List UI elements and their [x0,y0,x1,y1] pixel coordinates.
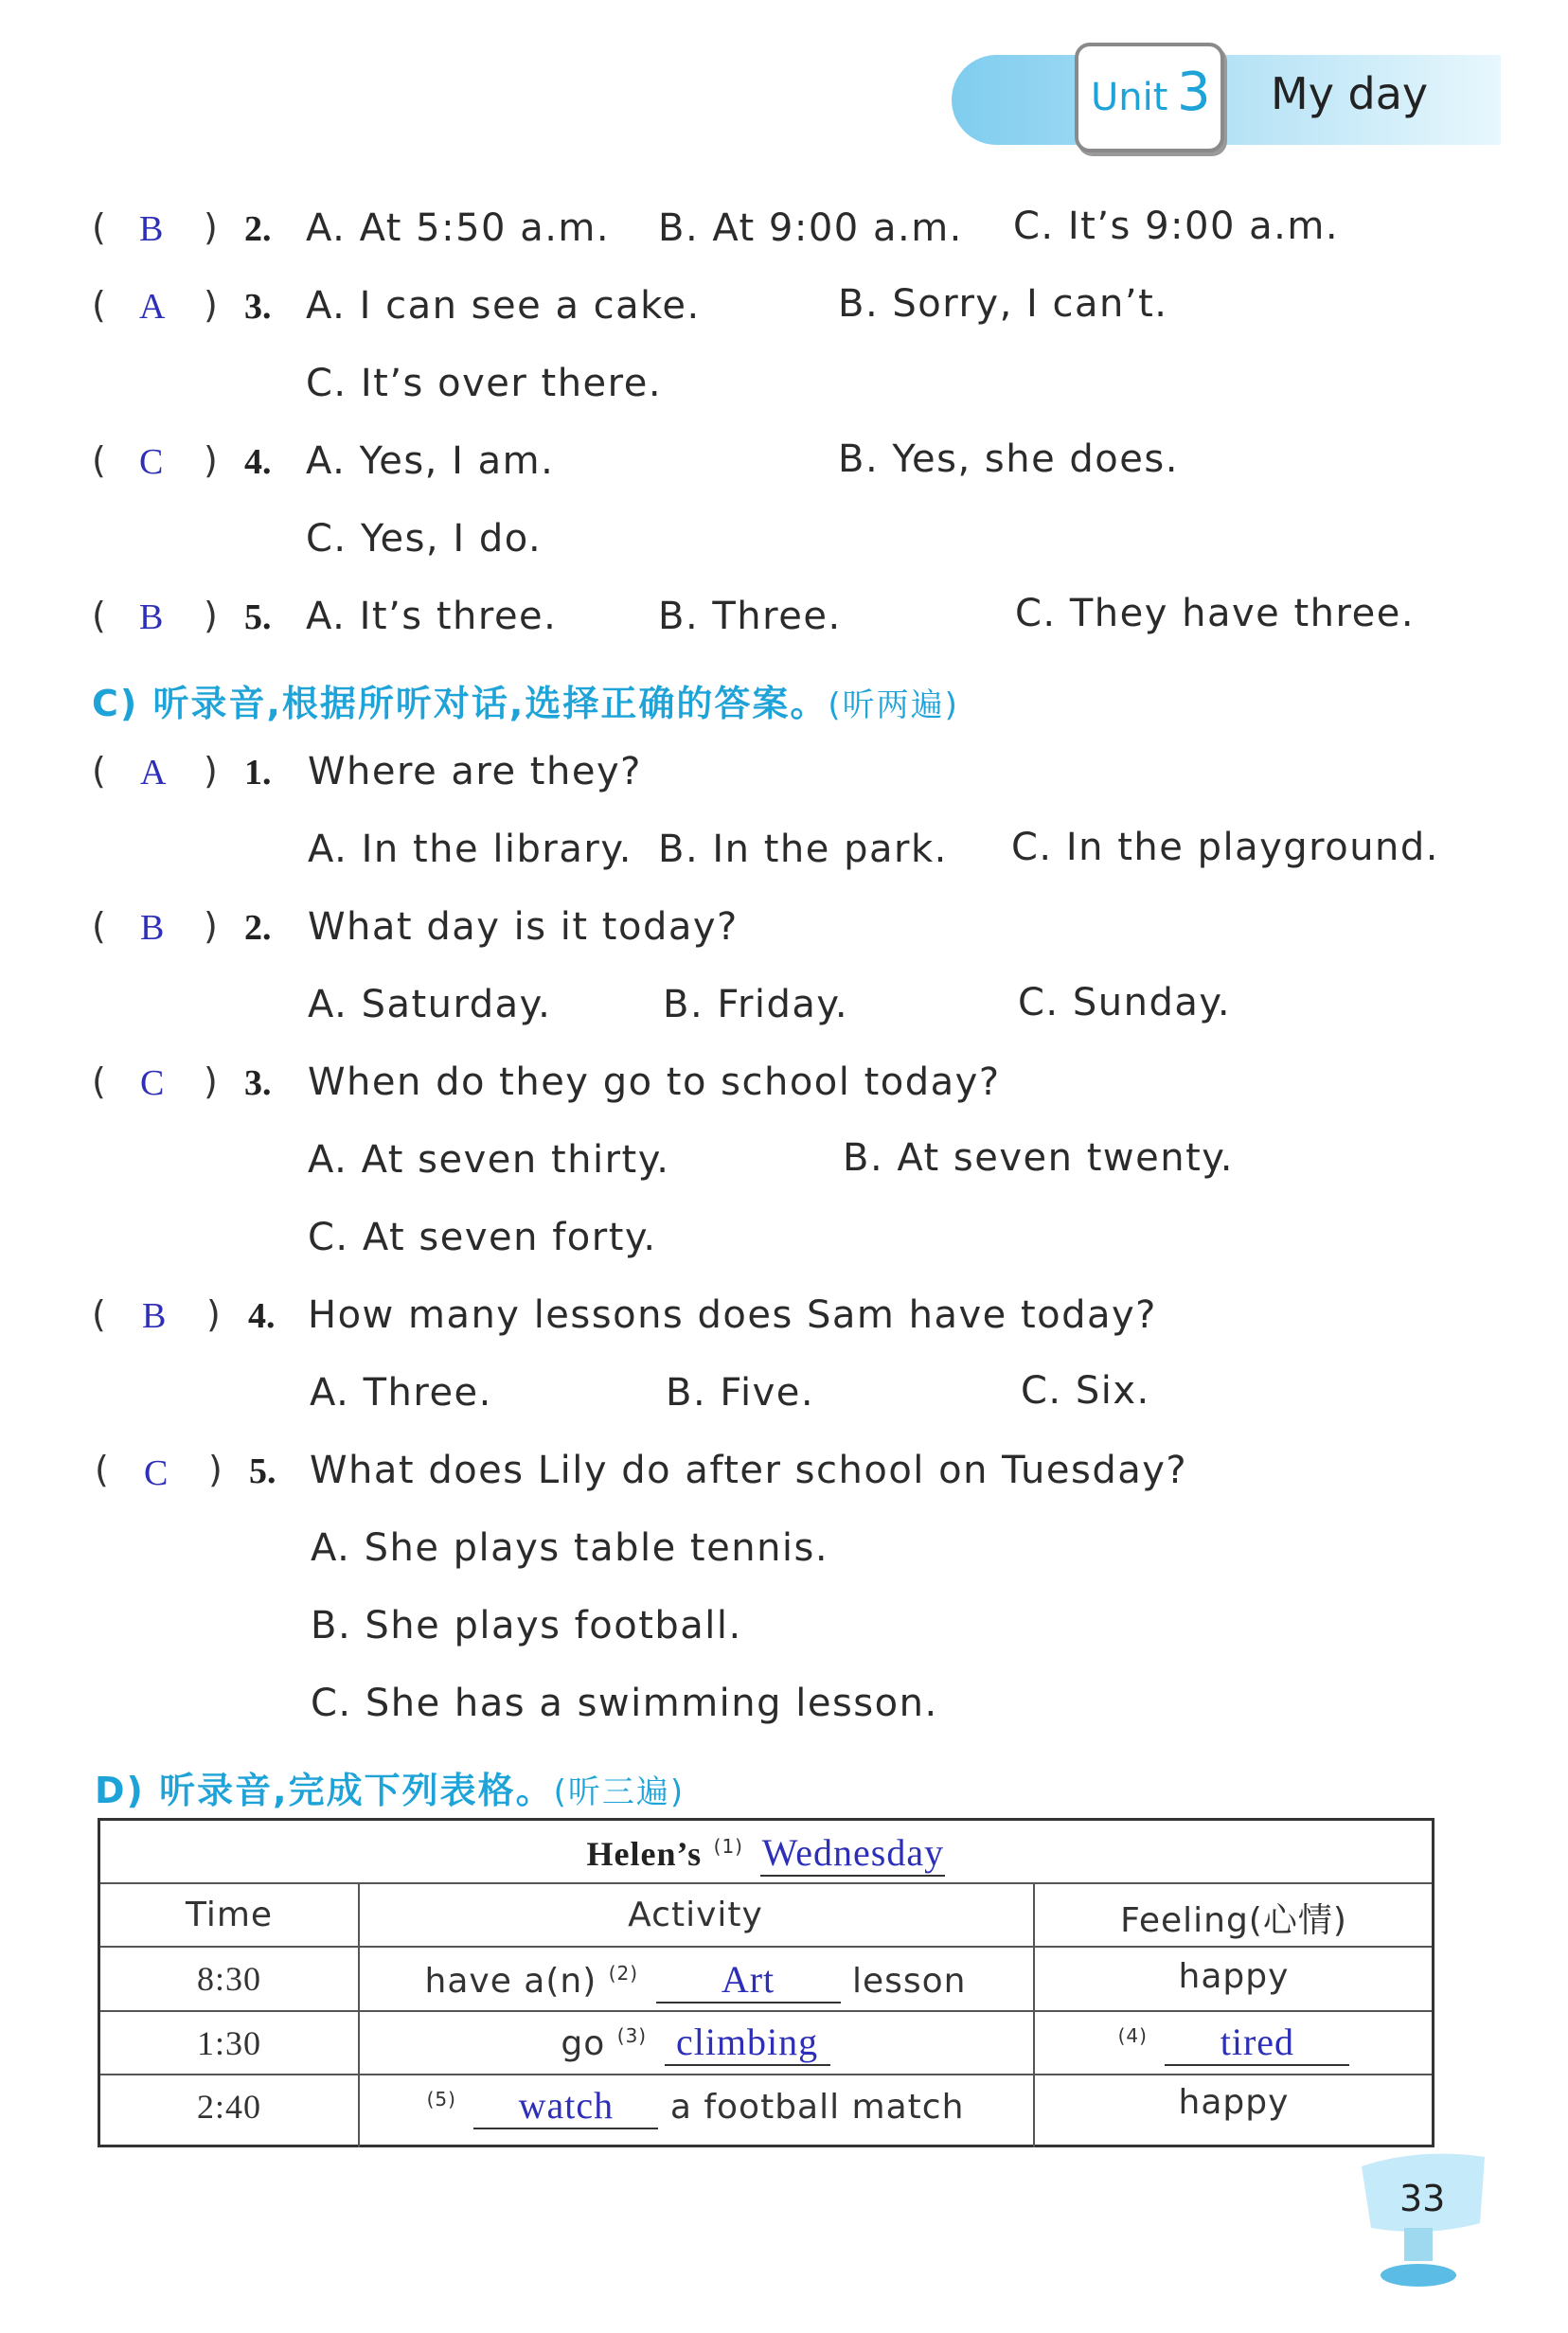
option-c: C. Six. [1021,1369,1150,1413]
blank-5: watch [473,2083,658,2129]
option-b: B. In the park. [658,828,948,871]
row-feeling: happy [1178,2083,1290,2122]
answer-letter: A [140,753,167,793]
unit-label: Unit [1091,76,1168,119]
answer-letter: C [139,442,164,482]
answer-letter: A [139,287,166,327]
option-c: C. It’s over there. [306,362,663,405]
section-d-title: D) 听录音,完成下列表格。(听三遍) [95,1770,686,1811]
option-c: C. In the playground. [1011,826,1440,869]
option-a: A. At seven thirty. [308,1138,670,1182]
question-text: What day is it today? [308,905,739,949]
table-title: Helen’s $^{(1)}$ Wednesday [100,1830,1432,1877]
question-text: How many lessons does Sam have today? [308,1293,1157,1337]
unit-title: My day [1271,68,1429,119]
option-c: C. She has a swimming lesson. [311,1682,938,1725]
option-b: B. Yes, she does. [838,437,1179,481]
option-b: B. At seven twenty. [843,1136,1234,1180]
question-number: 2. [244,209,272,249]
option-a: A. She plays table tennis. [311,1526,829,1570]
section-d-note: (听三遍) [553,1773,686,1811]
option-b: B. At 9:00 a.m. [658,206,963,250]
option-a: A. It’s three. [306,595,558,638]
option-b: B. She plays football. [311,1604,742,1647]
blank-3: climbing [665,2020,830,2066]
option-a: A. Saturday. [308,983,552,1026]
answer-letter: B [139,597,164,637]
question-number: 4. [248,1296,276,1336]
row-activity: $^{(5)}$ watch a football match [358,2083,1033,2129]
option-c: C. At seven forty. [308,1216,657,1259]
question-text: When do they go to school today? [308,1060,1001,1104]
answer-letter: B [139,209,164,249]
question-text: Where are they? [308,750,642,793]
answer-letter: C [144,1453,169,1493]
page-number-badge [1343,2147,1494,2308]
header-feeling: Feeling(心情) [1120,1901,1347,1940]
question-text: What does Lily do after school on Tuesday? [310,1449,1188,1492]
blank-2: Art [656,1957,841,2004]
blank-4: tired [1165,2020,1349,2066]
activity-table [98,1818,1434,2147]
question-number: 3. [244,1063,272,1103]
section-c-title: C) 听录音,根据所听对话,选择正确的答案。(听两遍) [92,683,959,724]
question-number: 1. [244,753,272,793]
option-b: B. Friday. [663,983,849,1026]
option-c: C. Sunday. [1018,981,1232,1024]
option-c: C. They have three. [1015,592,1416,635]
section-c-note: (听两遍) [828,686,959,724]
question-number: 2. [244,908,272,948]
option-c: C. It’s 9:00 a.m. [1013,205,1340,248]
row-activity: go $^{(3)}$ climbing [358,2020,1033,2066]
header-time: Time [185,1896,274,1934]
question-number: 5. [244,597,272,637]
answer-letter: C [140,1063,165,1103]
question-number: 3. [244,287,272,327]
option-a: A. In the library. [308,828,633,871]
unit-number: 3 [1177,62,1211,123]
option-a: A. Three. [310,1371,492,1415]
answer-paren: ( [92,206,106,248]
page-number: 33 [1399,2178,1446,2219]
question-number: 5. [249,1451,276,1491]
header-activity: Activity [628,1896,763,1934]
row-feeling: $^{(4)}$ tired [1033,2020,1434,2066]
option-a: A. Yes, I am. [306,439,555,483]
answer-letter: B [142,1296,167,1336]
row-time: 1:30 [196,2024,261,2062]
option-b: B. Three. [658,595,842,638]
option-b: B. Five. [666,1371,815,1415]
row-feeling: happy [1178,1957,1290,1996]
answer-letter: B [140,908,165,948]
blank-1: Wednesday [760,1830,945,1877]
row-activity: have a(n) $^{(2)}$ Art lesson [358,1957,1033,2004]
row-time: 2:40 [196,2088,261,2126]
option-a: A. I can see a cake. [306,284,701,328]
option-b: B. Sorry, I can’t. [838,282,1168,326]
question-number: 4. [244,442,272,482]
option-c: C. Yes, I do. [306,517,543,561]
row-time: 8:30 [196,1960,261,1998]
option-a: A. At 5:50 a.m. [306,206,611,250]
